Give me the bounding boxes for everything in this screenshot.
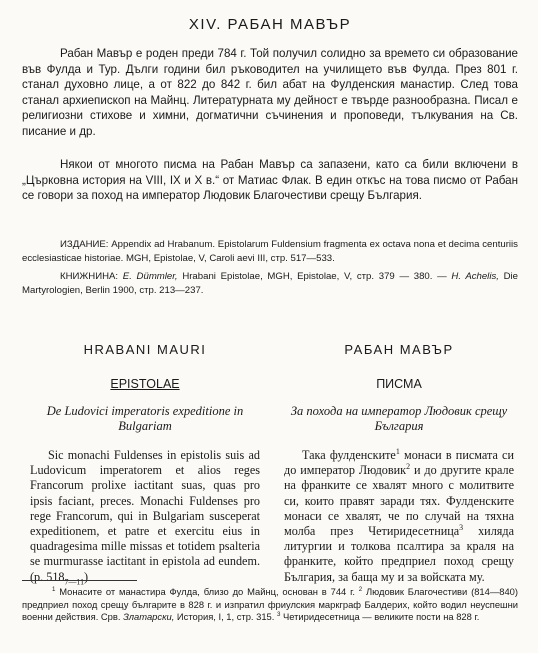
- latin-subheading: EPISTOLAE: [110, 377, 180, 391]
- bulgarian-column: [284, 342, 514, 585]
- edition-text: Appendix ad Hrabanum. Epistolarum Fuldensium fragmenta ex octava nona et decima centuriis ecclesiasticae historiae. MGH, Epistolae, V, Caroli aevi III, стр. 517—533.: [22, 239, 518, 264]
- footnote-number-2: 2: [358, 585, 363, 593]
- bibliography-label: КНИЖНИНА:: [60, 271, 119, 282]
- bulgarian-heading: РАБАН МАВЪР: [344, 342, 454, 357]
- latin-column: [30, 342, 260, 585]
- bulgarian-body: Така фулденските$^1$ монаси в писмата си до император Людовик$^2$ и до другите крале на франките се хвалят много с молитвите си, които правят заради тях. Фулденските монаси се хвалят, че по случай на тяхна молба през Четиридесетница$^3$ хиляда литургии и толкова псалтира за краля на франките, който предприел поход срещу България, за баща му и за войската му.: [284, 446, 514, 584]
- chapter-title: XIV. РАБАН МАВЪР: [188, 16, 352, 33]
- intro-paragraph-1: Рабан Мавър е роден преди 784 г. Той получил солидно за времето си образование във Фулда и Тур. Дълги години бил ръководител на училището във Фулда. През 801 г. станал духовно лице, а от 822 до 842 г. бил абат на Фулденския манастир. След това станал архиепископ на Майнц. Литературната му дейност е твърде разнообразна. Писал е религиозни стихове и химни, догматични съчинения и проповеди, тълкувания на Св. писание и др.: [22, 47, 518, 138]
- latin-body: Sic monachi Fuldenses in epistolis suis ad Ludovicum imperatorem et alios reges Francorum prolixe iactitant suas, quas pro ipsis faciant, preces. Monachi Fuldenses pro rege Francorum, qui in Bulgariam susceperat expeditionem, et patre et exercitu eius in quadragesima mille missas et totidem psalteria se murmurasse iactitant in epistola ad eundem. (p. $518_{7—11}$): [30, 448, 260, 587]
- footnote-ref-1[interactable]: 1: [395, 446, 400, 456]
- bibliography-author-1: E. Dümmler,: [122, 271, 178, 282]
- intro-paragraph-2: Някои от многото писма на Рабан Мавър са запазени, като са били включени в „Църковна история на VIII, IX и X в.“ от Матиас Флак. В един откъс на това писмо от Рабан се говори за поход на император Людовик Благочестиви срещу България.: [22, 158, 518, 203]
- footnotes: $^1$ Монасите от манастира Фулда, близо до Майнц, основан в 744 г. $^2$ Людовик Благочестиви (814—840) предприел поход срещу българите в 828 г. и изпратил фриулския маркграф Балдерих, който водил неуспешни военни действия. Срв. Златарски, История, І, 1, стр. 315. $^3$ Четиридесетница — великите пости на 828 г.: [22, 585, 519, 623]
- edition-note: [22, 238, 518, 265]
- footnote-ref-2[interactable]: 2: [406, 462, 411, 472]
- footnote-divider: [22, 580, 137, 581]
- footnote-number-1: 1: [52, 585, 56, 593]
- document-page: [22, 0, 518, 653]
- bibliography-note: КНИЖНИНА: E. Dümmler, Hrabani Epistolae, MGH, Epistolae, V, стр. 379 — 380. — H. Achelis, Die Martyrologien, Berlin 1900, стр. 213—237.: [22, 271, 519, 296]
- bulgarian-section-title: За похода на император Людовик срещу България: [290, 404, 508, 433]
- footnote-ref-3[interactable]: 3: [459, 522, 464, 532]
- footnote-author: Златарски,: [123, 611, 175, 623]
- bulgarian-subheading: ПИСМА: [376, 377, 422, 391]
- bibliography-author-2: H. Achelis,: [451, 271, 499, 282]
- latin-section-title: De Ludovici imperatoris expeditione in Bulgariam: [46, 404, 244, 433]
- footnote-number-3: 3: [276, 611, 281, 619]
- edition-label: ИЗДАНИЕ:: [60, 239, 109, 250]
- latin-heading: HRABANI MAURI: [83, 342, 207, 357]
